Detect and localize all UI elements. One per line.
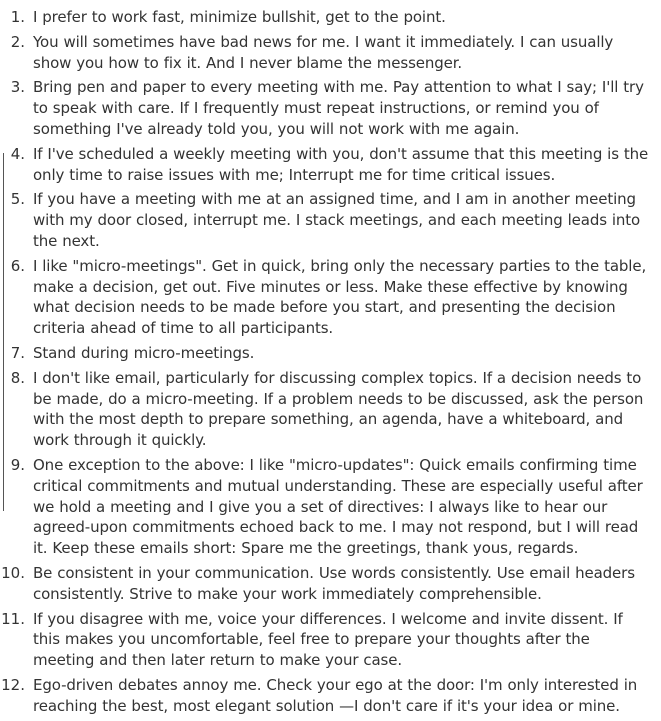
item-text: Bring pen and paper to every meeting with me. Pay attention to what I say; I'll try to speak with care. If I frequently must repeat instructions, or remind you of something I've already told you, you will not work with me again. bbox=[33, 78, 644, 138]
list-item bbox=[0, 368, 661, 451]
item-text: I like "micro-meetings". Get in quick, bring only the necessary parties to the table, make a decision, get out. Five minutes or less. Make these effective by knowing what decision needs to be made before you start, and presenting the decision criteria ahead of time to all participants. bbox=[33, 256, 647, 338]
item-number: 2. bbox=[10, 32, 25, 51]
item-number: 6. bbox=[10, 256, 25, 275]
item-text: If you disagree with me, voice your differences. I welcome and invite dissent. If this makes you uncomfortable, feel free to prepare your thoughts after the meeting and then later return to make your case. bbox=[33, 609, 623, 670]
list-item bbox=[0, 77, 661, 139]
list-item bbox=[0, 675, 661, 717]
numbered-list bbox=[0, 7, 661, 721]
item-number: 4. bbox=[10, 144, 25, 163]
list-item bbox=[0, 609, 661, 671]
item-number: 9. bbox=[10, 455, 25, 474]
item-number: 12. bbox=[1, 675, 25, 694]
item-text: One exception to the above: I like "micro-updates": Quick emails confirming time critical commitments and mutual understanding. These are especially useful after we hold a meeting and I give you a set of directives: I always like to hear our agreed-upon commitments echoed back to me. I may not respond, but I will read it. Keep these emails short: Spare me the greetings, thank yous, regards. bbox=[33, 455, 643, 558]
list-item bbox=[0, 7, 661, 28]
item-text: I don't like email, particularly for discussing complex topics. If a decision needs to be made, do a micro-meeting. If a problem needs to be discussed, ask the person with the most depth to prepare something, an agenda, have a whiteboard, and work through it quickly. bbox=[33, 368, 644, 450]
item-text: I prefer to work fast, minimize bullshit, get to the point. bbox=[33, 8, 446, 26]
list-item bbox=[0, 455, 661, 559]
item-text: Be consistent in your communication. Use words consistently. Use email headers consistently. Strive to make your work immediately comprehensible. bbox=[33, 563, 635, 603]
item-text: Ego-driven debates annoy me. Check your ego at the door: I'm only interested in reaching the best, most elegant solution —I don't care if it's your idea or mine. bbox=[33, 675, 638, 715]
item-number: 7. bbox=[10, 343, 25, 362]
item-number: 10. bbox=[1, 563, 25, 582]
list-item bbox=[0, 343, 661, 364]
item-text: Stand during micro-meetings. bbox=[33, 343, 255, 362]
item-number: 3. bbox=[10, 78, 25, 97]
item-number: 1. bbox=[10, 8, 25, 26]
list-item bbox=[0, 32, 661, 74]
item-number: 11. bbox=[1, 609, 25, 628]
item-text: You will sometimes have bad news for me. I want it immediately. I can usually show you how to fix it. And I never blame the messenger. bbox=[33, 32, 614, 72]
item-number: 8. bbox=[10, 368, 25, 387]
item-text: If you have a meeting with me at an assigned time, and I am in another meeting with my door closed, interrupt me. I stack meetings, and each meeting leads into the next. bbox=[33, 190, 641, 250]
list-item bbox=[0, 144, 661, 186]
list-item bbox=[0, 256, 661, 339]
item-text: If I've scheduled a weekly meeting with you, don't assume that this meeting is the only time to raise issues with me; Interrupt me for time critical issues. bbox=[33, 144, 649, 184]
item-number: 5. bbox=[10, 190, 25, 209]
list-item bbox=[0, 189, 661, 251]
list-item bbox=[0, 563, 661, 605]
